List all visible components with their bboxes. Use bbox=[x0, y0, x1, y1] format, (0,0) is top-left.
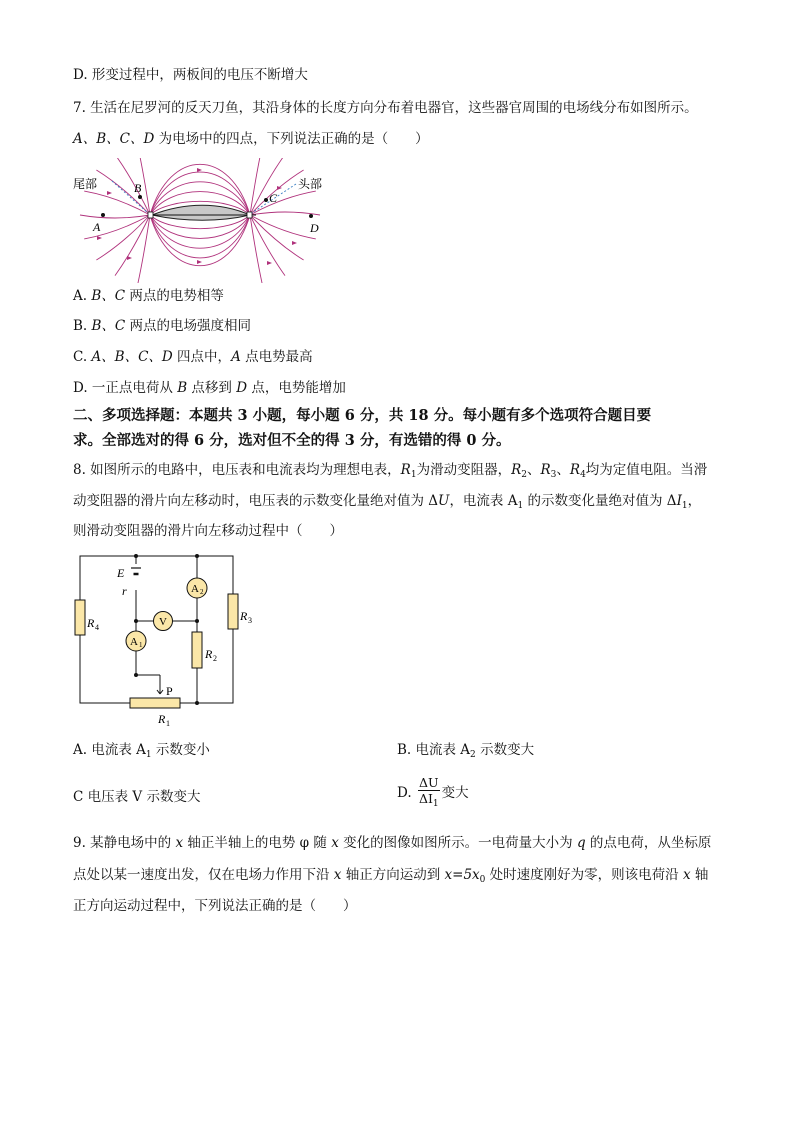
svg-text:1: 1 bbox=[139, 641, 143, 649]
delta-u-over-delta-i: $\frac{\Delta U}{\Delta I_1}$ bbox=[418, 775, 439, 809]
section2-title-line2: 求。全部选对的得 6 分，选对但不全的得 3 分，有选错的得 0 分。 bbox=[73, 432, 511, 449]
q8-option-d: D. $\frac{\Delta U}{\Delta I_1}$ 变大 bbox=[397, 775, 469, 812]
q7-stem-line2: A、B、C、D 为电场中的四点，下列说法正确的是（ ） bbox=[73, 131, 429, 147]
label-b: B bbox=[134, 181, 142, 195]
q8-stem-line3: 则滑动变阻器的滑片向左移动过程中（ ） bbox=[73, 523, 343, 539]
section2-title-line1: 二、多项选择题：本题共 3 小题，每小题 6 分，共 18 分。每小题有多个选项符合题目要 bbox=[73, 407, 652, 424]
label-d: D bbox=[310, 221, 319, 235]
resistor-r4 bbox=[75, 600, 85, 635]
resistor-r3 bbox=[228, 594, 238, 629]
svg-text:A: A bbox=[191, 583, 199, 595]
svg-text:A: A bbox=[130, 636, 138, 648]
svg-text:P: P bbox=[166, 684, 173, 698]
q7-option-d: D. 一正点电荷从 B 点移到 D 点，电势能增加 bbox=[73, 380, 346, 396]
q8-stem-line1: 8. 如图所示的电路中，电压表和电流表均为理想电表，$R_1$为滑动变阻器，$R_2$、$R_3$、$R_4$均为定值电阻。当滑 bbox=[73, 462, 708, 480]
fish-field-diagram bbox=[70, 158, 330, 283]
label-head: 头部 bbox=[298, 177, 323, 191]
svg-text:1: 1 bbox=[166, 719, 170, 728]
q7-option-c: C. A、B、C、D 四点中，A 点电势最高 bbox=[73, 349, 313, 365]
q8-option-a: A. 电流表 $A_1$ 示数变小 bbox=[73, 742, 210, 760]
q9-stem-line2: 点处以某一速度出发，仅在电场力作用下沿 x 轴正方向运动到 $x=5x_0$ 处时速度刚好为零，则该电荷沿 x 轴 bbox=[73, 867, 709, 885]
q9-stem-line1: 9. 某静电场中的 x 轴正半轴上的电势 φ 随 x 变化的图像如图所示。一电荷量大小为 q 的点电荷，从坐标原 bbox=[73, 835, 712, 851]
q8-option-c: C 电压表 V 示数变大 bbox=[73, 789, 201, 805]
q9-stem-line3: 正方向运动过程中，下列说法正确的是（ ） bbox=[73, 898, 357, 914]
svg-text:2: 2 bbox=[213, 654, 217, 663]
svg-text:R: R bbox=[87, 616, 95, 630]
label-c: C bbox=[269, 191, 278, 205]
svg-text:2: 2 bbox=[200, 588, 204, 596]
svg-text:R: R bbox=[158, 712, 166, 726]
svg-text:R: R bbox=[240, 609, 248, 623]
svg-text:3: 3 bbox=[248, 616, 252, 625]
circuit-diagram bbox=[70, 550, 270, 735]
q7-option-b: B. B、C 两点的电场强度相同 bbox=[73, 318, 252, 334]
label-a: A bbox=[93, 220, 101, 234]
svg-text:E: E bbox=[117, 566, 125, 580]
q7-option-a: A. B、C 两点的电势相等 bbox=[73, 288, 224, 304]
q8-stem-line2: 动变阻器的滑片向左移动时，电压表的示数变化量绝对值为 ΔU，电流表 $A_1$ 的示数变化量绝对值为 $\Delta I_1$， bbox=[73, 493, 702, 511]
svg-text:4: 4 bbox=[95, 623, 99, 632]
resistor-r2 bbox=[192, 632, 202, 668]
q7-stem-line1: 7. 生活在尼罗河的反天刀鱼，其沿身体的长度方向分布着电器官，这些器官周围的电场线分布如图所示。 bbox=[73, 100, 698, 116]
svg-text:r: r bbox=[122, 584, 127, 598]
q8-option-b: B. 电流表 $A_2$ 示数变大 bbox=[397, 742, 535, 760]
svg-text:R: R bbox=[205, 647, 213, 661]
slide-rheostat-r1 bbox=[130, 698, 180, 708]
label-tail: 尾部 bbox=[73, 177, 98, 191]
q6-option-d: D. 形变过程中，两板间的电压不断增大 bbox=[73, 67, 308, 83]
fish-body bbox=[152, 205, 250, 220]
svg-text:V: V bbox=[159, 616, 167, 628]
